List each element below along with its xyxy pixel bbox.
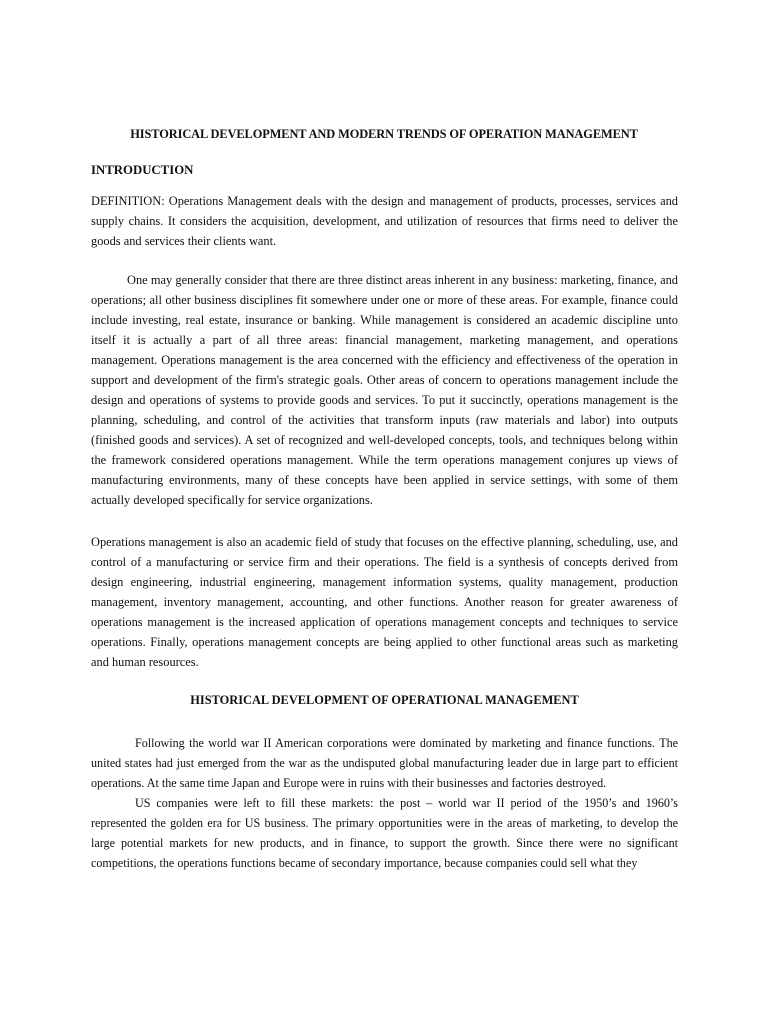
introduction-heading: INTRODUCTION (91, 163, 194, 177)
history-heading: HISTORICAL DEVELOPMENT OF OPERATIONAL MANAGEMENT (190, 693, 579, 707)
three-areas-paragraph: One may generally consider that there are three distinct areas inherent in any business: marketing, finance, and operations; all other business disciplines fit somewhere under one or more of these areas. For example, finance could include investing, real estate, insurance or banking. While management is considered an academic discipline unto itself it is actually a part of all three areas: financial management, marketing management, and operations management. Operations management is the area concerned with the efficiency and effectiveness of the operation in support and development of the firm's strategic goals. Other areas of concern to operations management include the design and operations of systems to provide goods and services. To put it succinctly, operations management is the planning, scheduling, and control of the activities that transform inputs (raw materials and labor) into outputs (finished goods and services). A set of recognized and well-developed concepts, tools, and techniques belong within the framework considered operations management. While the term operations management conjures up views of manufacturing environments, many of these concepts have been applied in service settings, with some of them actually developed specifically for service organizations. (91, 273, 678, 507)
golden-era-paragraph: US companies were left to fill these markets: the post – world war II period of the 1950’s and 1960’s represented the golden era for US business. The primary opportunities were in the areas of marketing, to develop the large potential markets for new products, and in finance, to support the growth. Since there were no significant competitions, the operations functions became of secondary importance, because companies could sell what they (91, 796, 678, 870)
postwar-paragraph: Following the world war II American corporations were dominated by marketing and finance functions. The united states had just emerged from the war as the undisputed global manufacturing leader due in large part to efficient operations. At the same time Japan and Europe were in ruins with their businesses and factories destroyed. (91, 736, 678, 790)
academic-field-paragraph: Operations management is also an academic field of study that focuses on the effective planning, scheduling, use, and control of a manufacturing or service firm and their operations. The field is a synthesis of concepts derived from design engineering, industrial engineering, management information systems, quality management, production management, inventory management, accounting, and other functions. Another reason for greater awareness of operations management is the increased application of operations management concepts and techniques to service operations. Finally, operations management concepts are being applied to other functional areas such as marketing and human resources. (91, 535, 678, 669)
definition-paragraph: DEFINITION: Operations Management deals with the design and management of products, processes, services and supply chains. It considers the acquisition, development, and utilization of resources that firms need to deliver the goods and services their clients want. (91, 194, 678, 248)
document-title: HISTORICAL DEVELOPMENT AND MODERN TRENDS OF OPERATION MANAGEMENT (130, 127, 638, 141)
